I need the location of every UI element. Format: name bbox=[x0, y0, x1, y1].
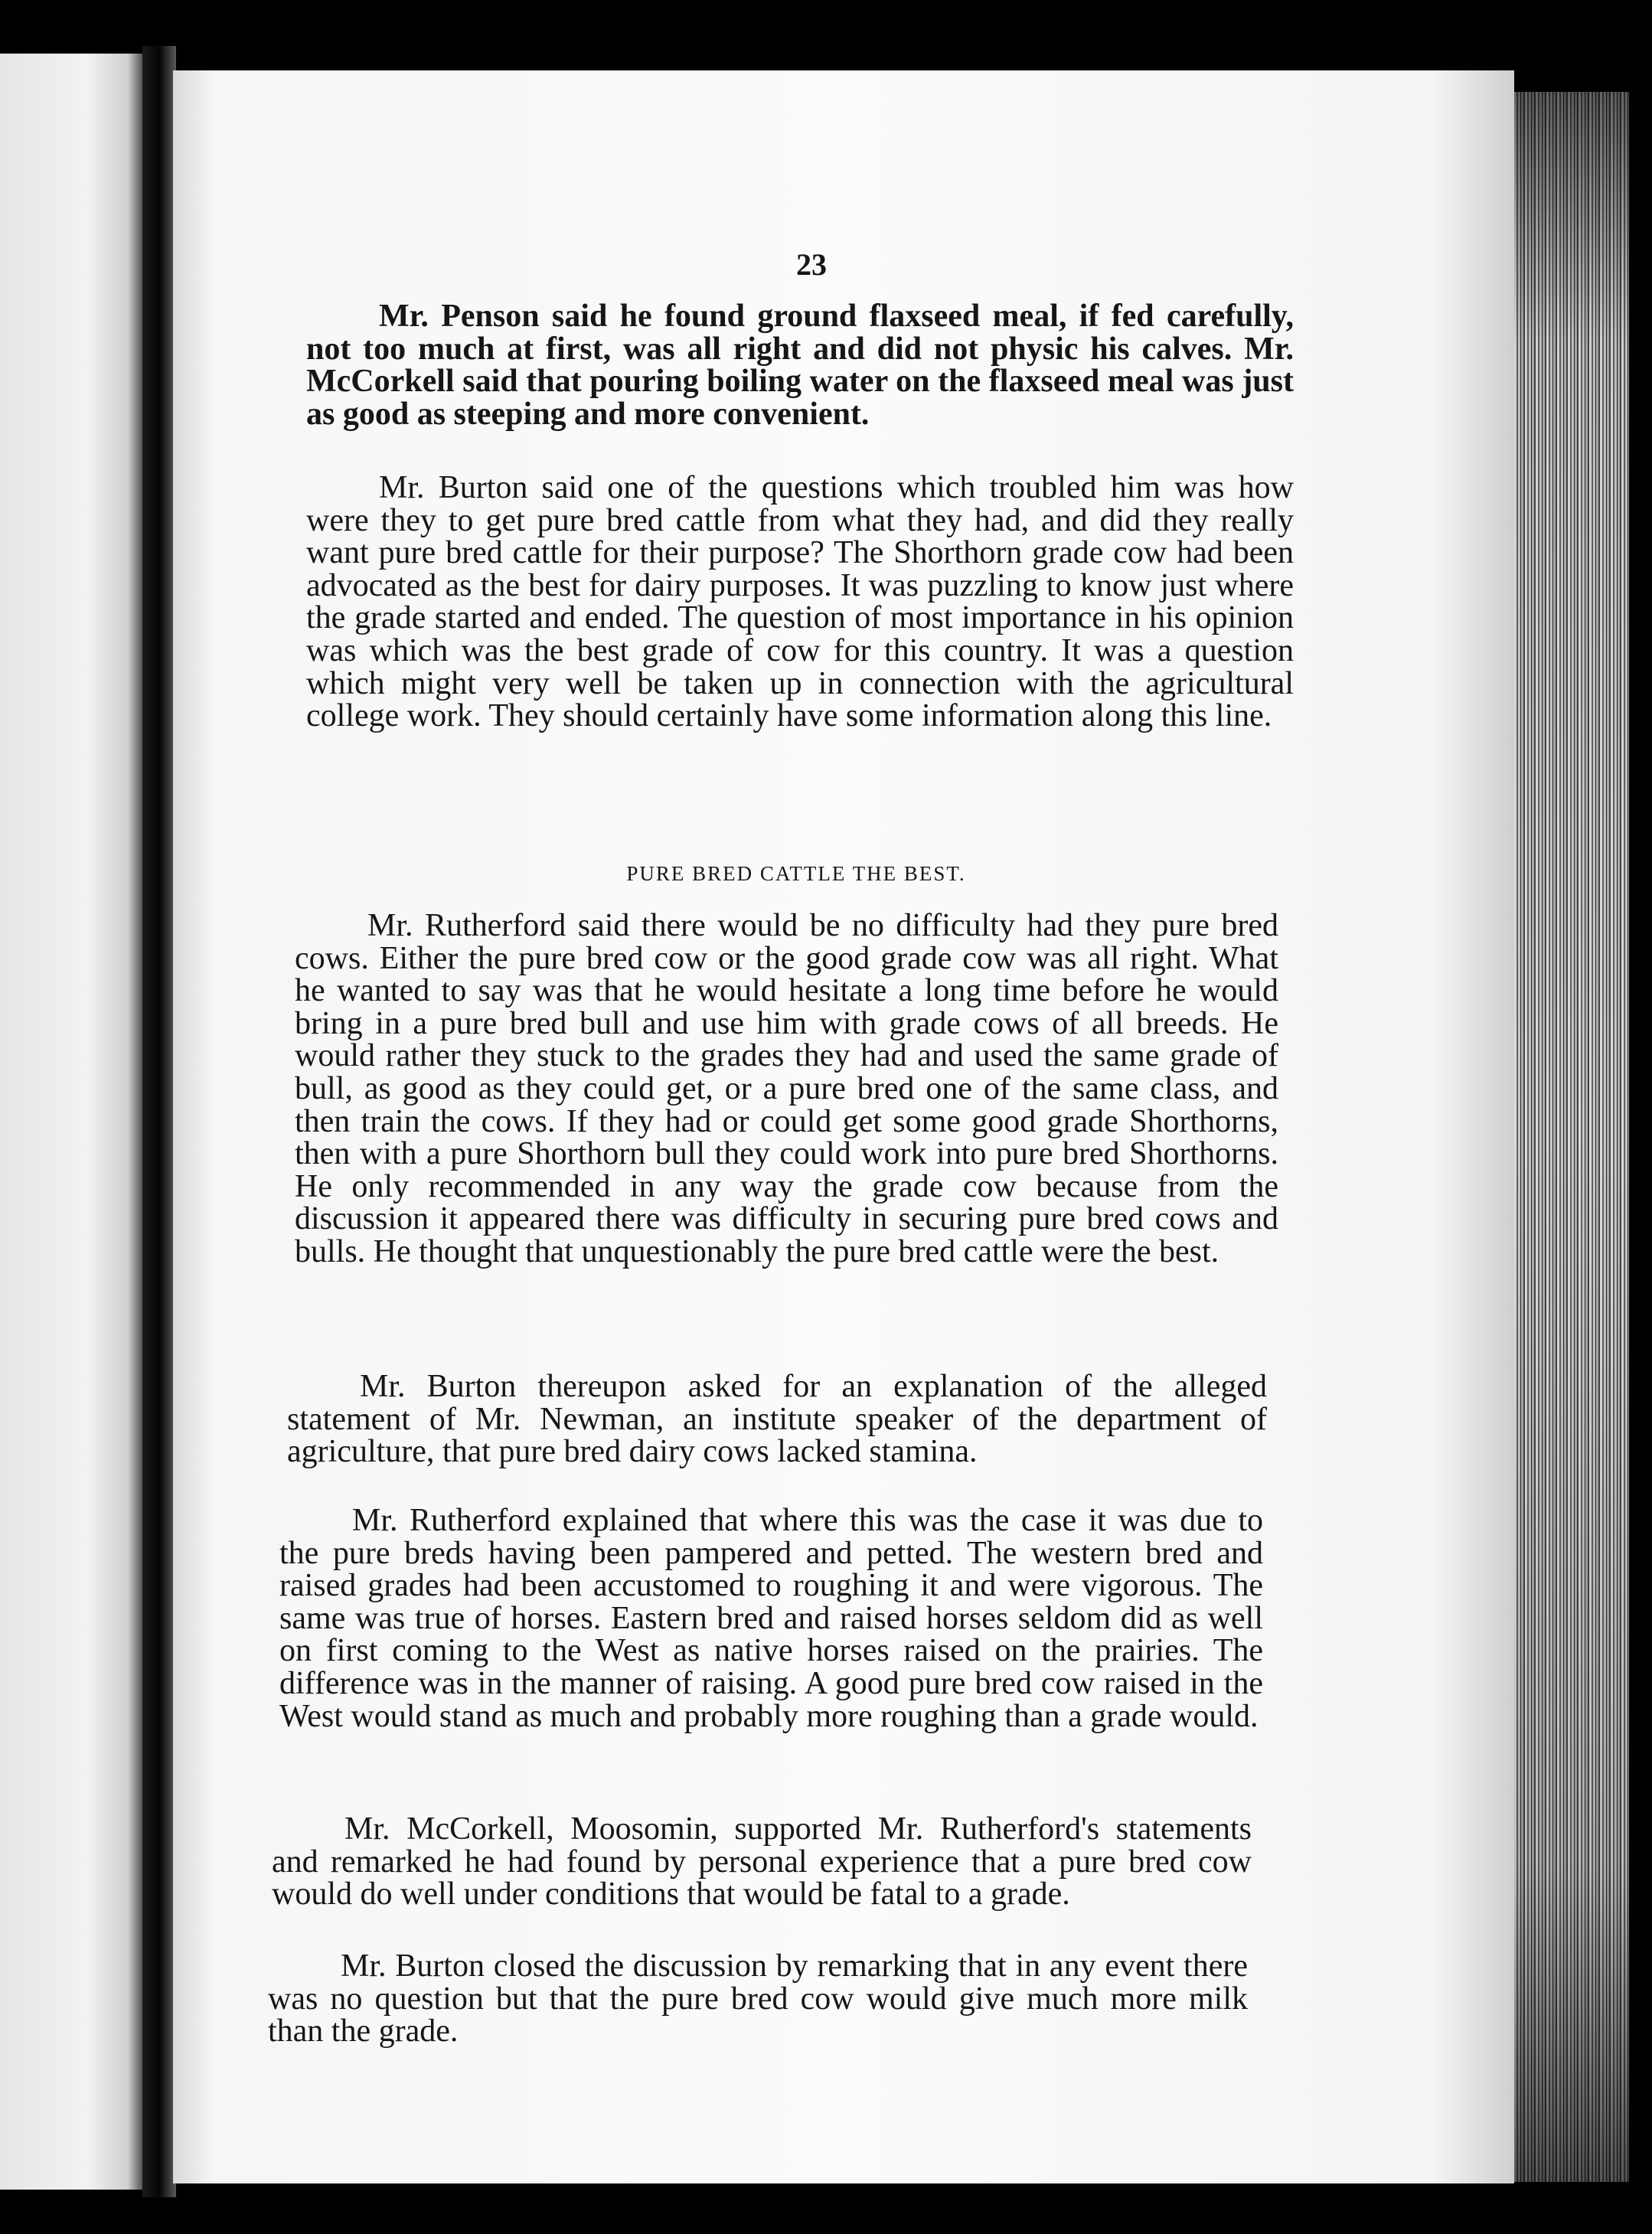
book-gutter bbox=[142, 46, 176, 2197]
previous-page-edge bbox=[0, 54, 145, 2190]
paragraph-penson bbox=[306, 300, 1294, 430]
paragraph-text: Mr. Rutherford explained that where this was the case it was due to the pure breds having been pampered and petted. The western bred and raised grades had been accustomed to roughing it and were vigorous. The same was true of horses. Eastern bred and raised horses seldom did as well on first coming to the West as native horses raised on the prairies. The difference was in the manner of raising. A good pure bred cow raised in the West would stand as much and probably more roughing than a grade would. bbox=[279, 1503, 1263, 1734]
paragraph-burton-question bbox=[306, 472, 1294, 733]
paragraph-text: Mr. Penson said he found ground flaxseed meal, if fed carefully, not too much at first, was all right and did not physic his calves. Mr. McCorkell said that pouring boiling water on the flaxseed meal was just as good as steeping and more convenient. bbox=[306, 299, 1294, 432]
paragraph-text: Mr. Burton said one of the questions which troubled him was how were they to get pure bred cattle from what they had, and did they really want pure bred cattle for their purpose? The Shorthorn grade cow had been advocated as the best for dairy purposes. It was puzzling to know just where the grade started and ended. The question of most importance in his opinion was which was the best grade of cow for this country. It was a question which might very well be taken up in connection with the agricultural college work. They should certainly have some information along this line. bbox=[306, 470, 1294, 734]
paragraph-text: Mr. Rutherford said there would be no difficulty had they pure bred cows. Either the pure bred cow or the good grade cow was all right. What he wanted to say was that he would hesitate a long time before he would bring in a pure bred bull and use him with grade cows of all breeds. He would rather they stuck to the grades they had and used the same grade of bull, as good as they could get, or a pure bred one of the same class, and then train the cows. If they had or could get some good grade Shorthorns, then with a pure Shorthorn bull they could work into pure bred Shorthorns. He only recommended in any way the grade cow because from the discussion it appeared there was difficulty in securing pure bred cows and bulls. He thought that unquestionably the pure bred cattle were the best. bbox=[295, 908, 1278, 1269]
paragraph-text: Mr. McCorkell, Moosomin, supported Mr. Rutherford's statements and remarked he had found by personal experience that a pure bred cow would do well under conditions that would be fatal to a grade. bbox=[272, 1811, 1252, 1912]
paragraph-text: Mr. Burton closed the discussion by remarking that in any event there was no question but that the pure bred cow would give much more milk than the grade. bbox=[268, 1948, 1248, 2049]
paragraph-mccorkell-support bbox=[272, 1813, 1252, 1911]
paragraph-text: Mr. Burton thereupon asked for an explanation of the alleged statement of Mr. Newman, an institute speaker of the department of agriculture, that pure bred dairy cows lacked stamina. bbox=[287, 1369, 1267, 1470]
paragraph-rutherford-reply bbox=[295, 910, 1278, 1269]
section-heading: PURE BRED CATTLE THE BEST. bbox=[626, 862, 966, 885]
paragraph-rutherford-explanation bbox=[279, 1504, 1263, 1733]
page-stack-shadow bbox=[1514, 92, 1629, 2182]
paragraph-burton-closing bbox=[268, 1950, 1248, 2048]
paragraph-burton-explanation-request bbox=[287, 1370, 1267, 1468]
page-number: 23 bbox=[796, 247, 827, 282]
